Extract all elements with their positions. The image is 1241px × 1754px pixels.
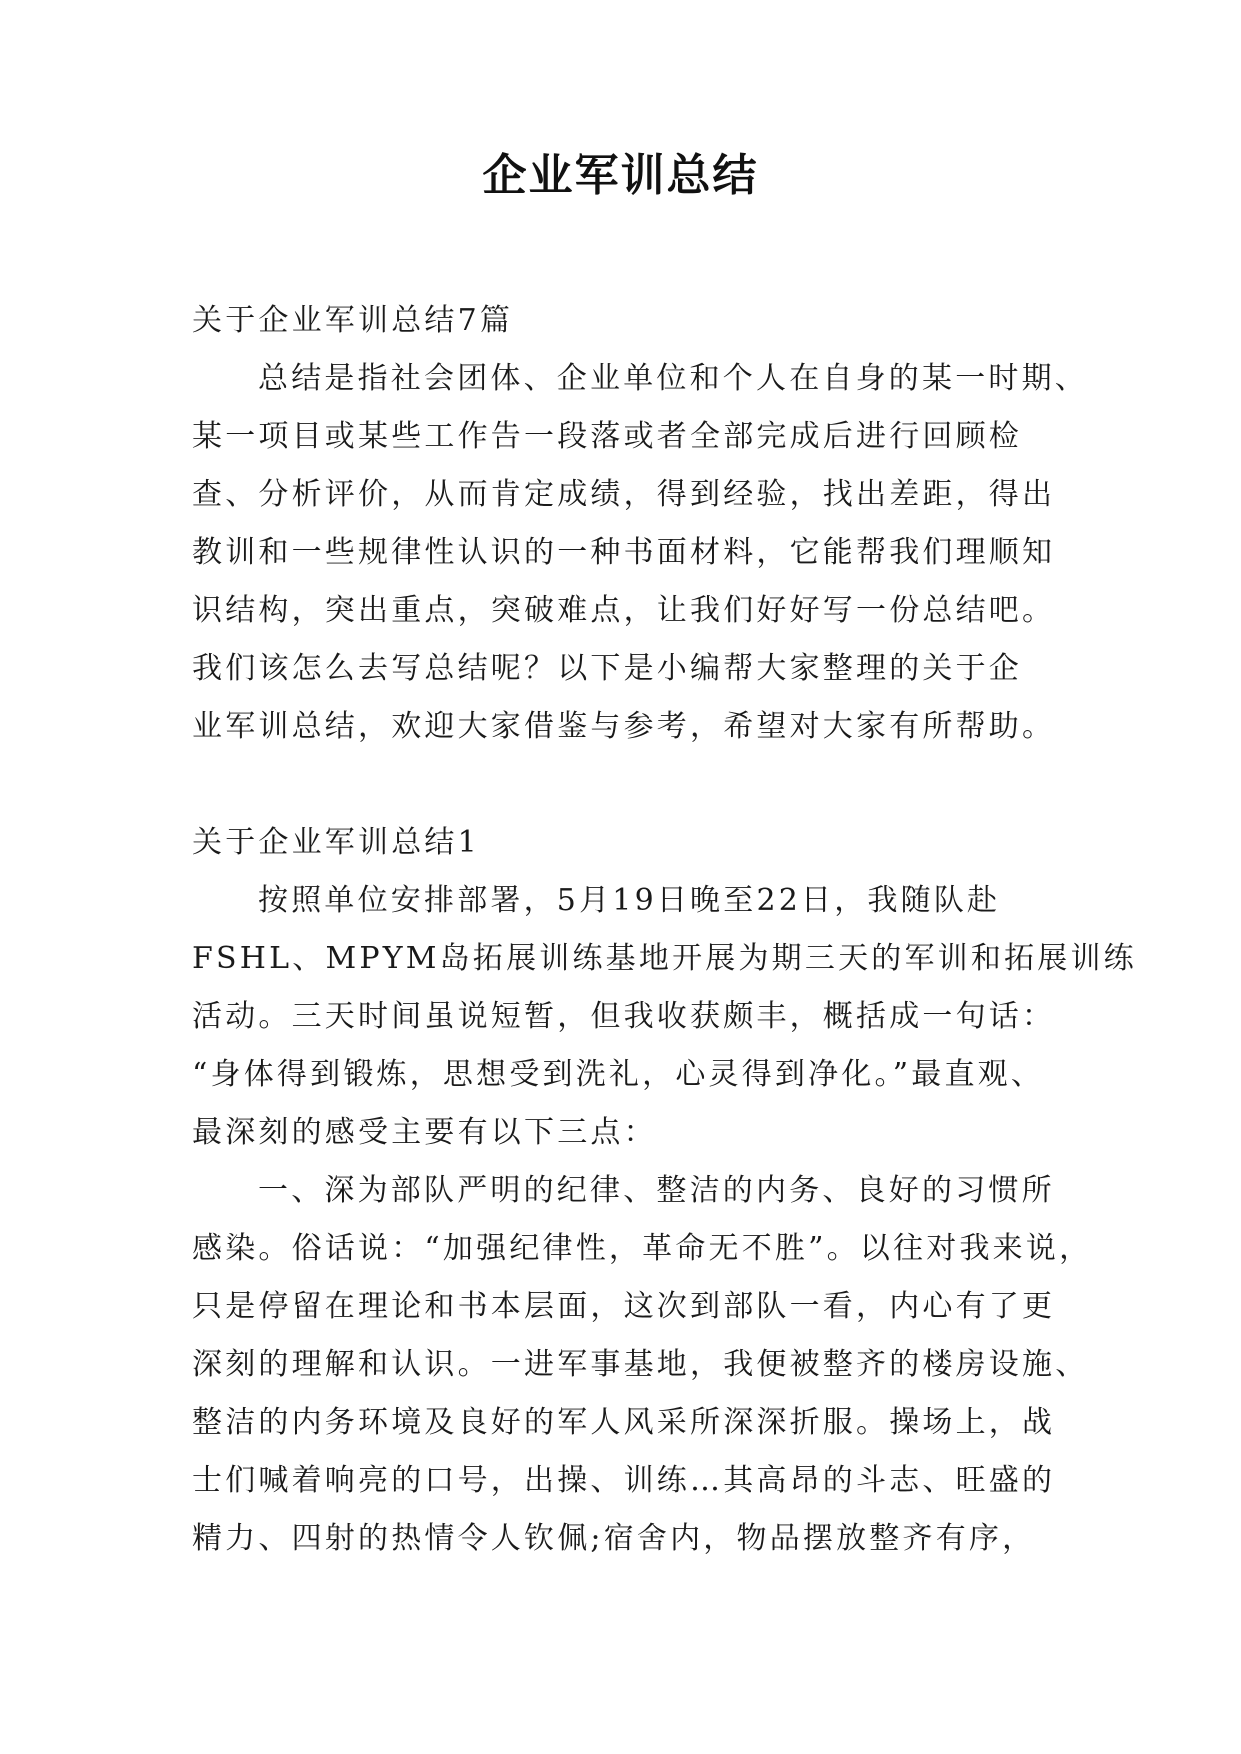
paragraph-line: 我们该怎么去写总结呢？以下是小编帮大家整理的关于企 (192, 651, 1022, 686)
paragraph-line: “身体得到锻炼，思想受到洗礼，心灵得到净化。”最直观、 (192, 1057, 1045, 1092)
section-heading: 关于企业军训总结1 (192, 825, 480, 860)
paragraph-line: 精力、四射的热情令人钦佩;宿舍内，物品摆放整齐有序， (192, 1521, 1036, 1556)
paragraph-line: 整洁的内务环境及良好的军人风采所深深折服。操场上，战 (192, 1405, 1056, 1440)
paragraph-line: 一、深为部队严明的纪律、整洁的内务、良好的习惯所 (258, 1173, 1055, 1208)
paragraph-gap (192, 756, 1052, 814)
paragraph-line: 只是停留在理论和书本层面，这次到部队一看，内心有了更 (192, 1289, 1056, 1324)
paragraph-line: 士们喊着响亮的口号，出操、训练…其高昂的斗志、旺盛的 (192, 1463, 1056, 1498)
paragraph-line: 查、分析评价，从而肯定成绩，得到经验，找出差距，得出 (192, 477, 1056, 512)
paragraph-line: 业军训总结，欢迎大家借鉴与参考，希望对大家有所帮助。 (192, 709, 1056, 744)
paragraph-line: 感染。俗话说：“加强纪律性，革命无不胜”。以往对我来说， (192, 1231, 1093, 1266)
section-paragraph (192, 1162, 1093, 1568)
paragraph-line: 教训和一些规律性认识的一种书面材料，它能帮我们理顺知 (192, 535, 1056, 570)
section-paragraph (192, 872, 1137, 1162)
document-title: 企业军训总结 (482, 150, 759, 201)
paragraph-line: 最深刻的感受主要有以下三点： (192, 1115, 657, 1150)
document-body (192, 292, 1137, 1568)
paragraph-line: 按照单位安排部署，5月19日晚至22日，我随队赴 (258, 883, 1001, 918)
paragraph-line: 深刻的理解和认识。一进军事基地，我便被整齐的楼房设施、 (192, 1347, 1089, 1382)
paragraph-line: 识结构，突出重点，突破难点，让我们好好写一份总结吧。 (192, 593, 1056, 628)
paragraph-line: 活动。三天时间虽说短暂，但我收获颇丰，概括成一句话： (192, 999, 1056, 1034)
paragraph-line: FSHL、MPYM岛拓展训练基地开展为期三天的军训和拓展训练 (192, 941, 1137, 976)
paragraph-line: 某一项目或某些工作告一段落或者全部完成后进行回顾检 (192, 419, 1022, 454)
intro-heading: 关于企业军训总结7篇 (192, 303, 514, 338)
paragraph-line: 总结是指社会团体、企业单位和个人在自身的某一时期、 (258, 361, 1088, 396)
intro-paragraph (192, 350, 1088, 756)
